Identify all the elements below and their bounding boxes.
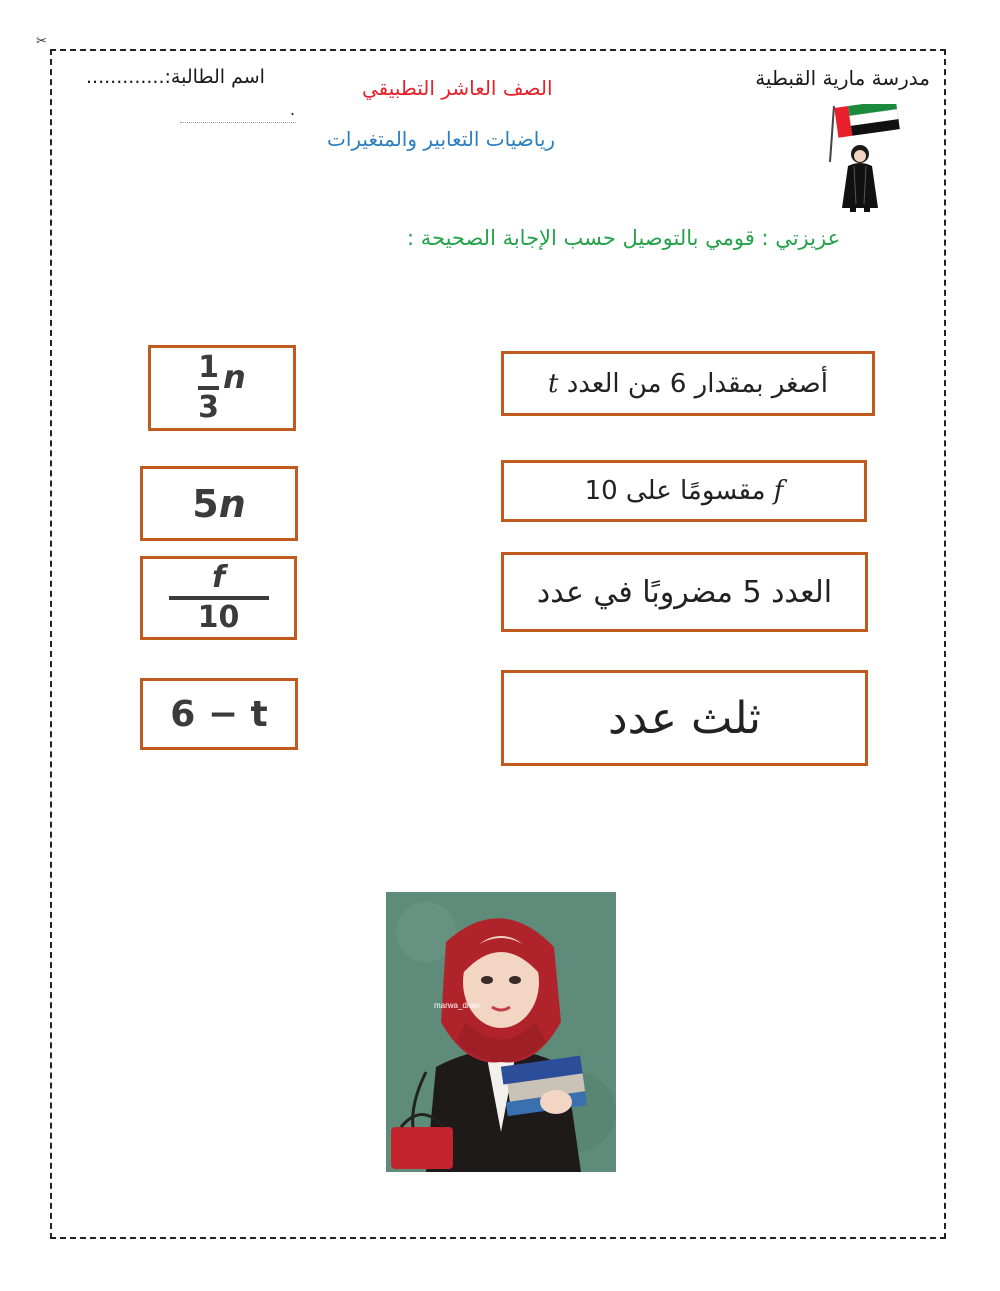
fraction-f-over-10 (169, 560, 269, 635)
fraction-one-third (198, 350, 220, 425)
phrase-box-5-times-number[interactable] (501, 552, 868, 632)
variable-n: n (218, 481, 246, 526)
expression-box-f-over-10[interactable] (140, 556, 297, 640)
scissors-icon: ✂ (36, 34, 47, 49)
fraction-numerator: 1 (198, 350, 220, 385)
student-illustration-drawing (386, 892, 616, 1172)
expression-box-5n[interactable] (140, 466, 298, 541)
school-name: مدرسة مارية القبطية (755, 66, 930, 90)
phrase-5-times-number: العدد 5 مضروبًا في عدد (536, 574, 833, 610)
phrase-text: مقسومًا على 10 (584, 476, 766, 506)
expression-box-6-minus-t[interactable] (140, 678, 298, 750)
fraction-denominator: 3 (198, 390, 220, 425)
expression-5n (192, 482, 246, 526)
variable-n: n (223, 358, 246, 396)
phrase-f-divided-by-10 (585, 476, 784, 506)
expression-box-one-third-n[interactable] (148, 345, 296, 431)
instruction-text: عزيزتي : قومي بالتوصيل حسب الإجابة الصحيحة : (407, 226, 841, 250)
student-illustration (386, 892, 616, 1172)
subject-title: رياضيات التعابير والمتغيرات (327, 127, 556, 151)
fraction-numerator: f (211, 560, 226, 595)
fraction-denominator: 10 (197, 600, 240, 635)
photo-watermark: marwa_draw (434, 1001, 480, 1010)
student-name-line (180, 122, 296, 123)
phrase-third-of-number: ثلث عدد (608, 692, 761, 744)
variable-f: f (773, 476, 784, 506)
grade-title: الصف العاشر التطبيقي (362, 76, 553, 100)
coefficient-5: 5 (192, 481, 219, 526)
expression-one-third-n (198, 350, 246, 425)
phrase-less-than-t (548, 369, 828, 399)
variable-t: t (547, 368, 559, 399)
phrase-box-f-divided-by-10[interactable] (501, 460, 867, 522)
girl-with-uae-flag-illustration (820, 104, 900, 214)
phrase-box-third-of-number[interactable] (501, 670, 868, 766)
student-name-label: اسم الطالبة:............. (86, 66, 265, 88)
expression-6-minus-t: 6 − t (170, 693, 268, 735)
phrase-box-less-than-t[interactable] (501, 351, 875, 416)
student-name-dot: . (290, 100, 296, 119)
phrase-text: أصغر بمقدار 6 من العدد (566, 368, 828, 399)
